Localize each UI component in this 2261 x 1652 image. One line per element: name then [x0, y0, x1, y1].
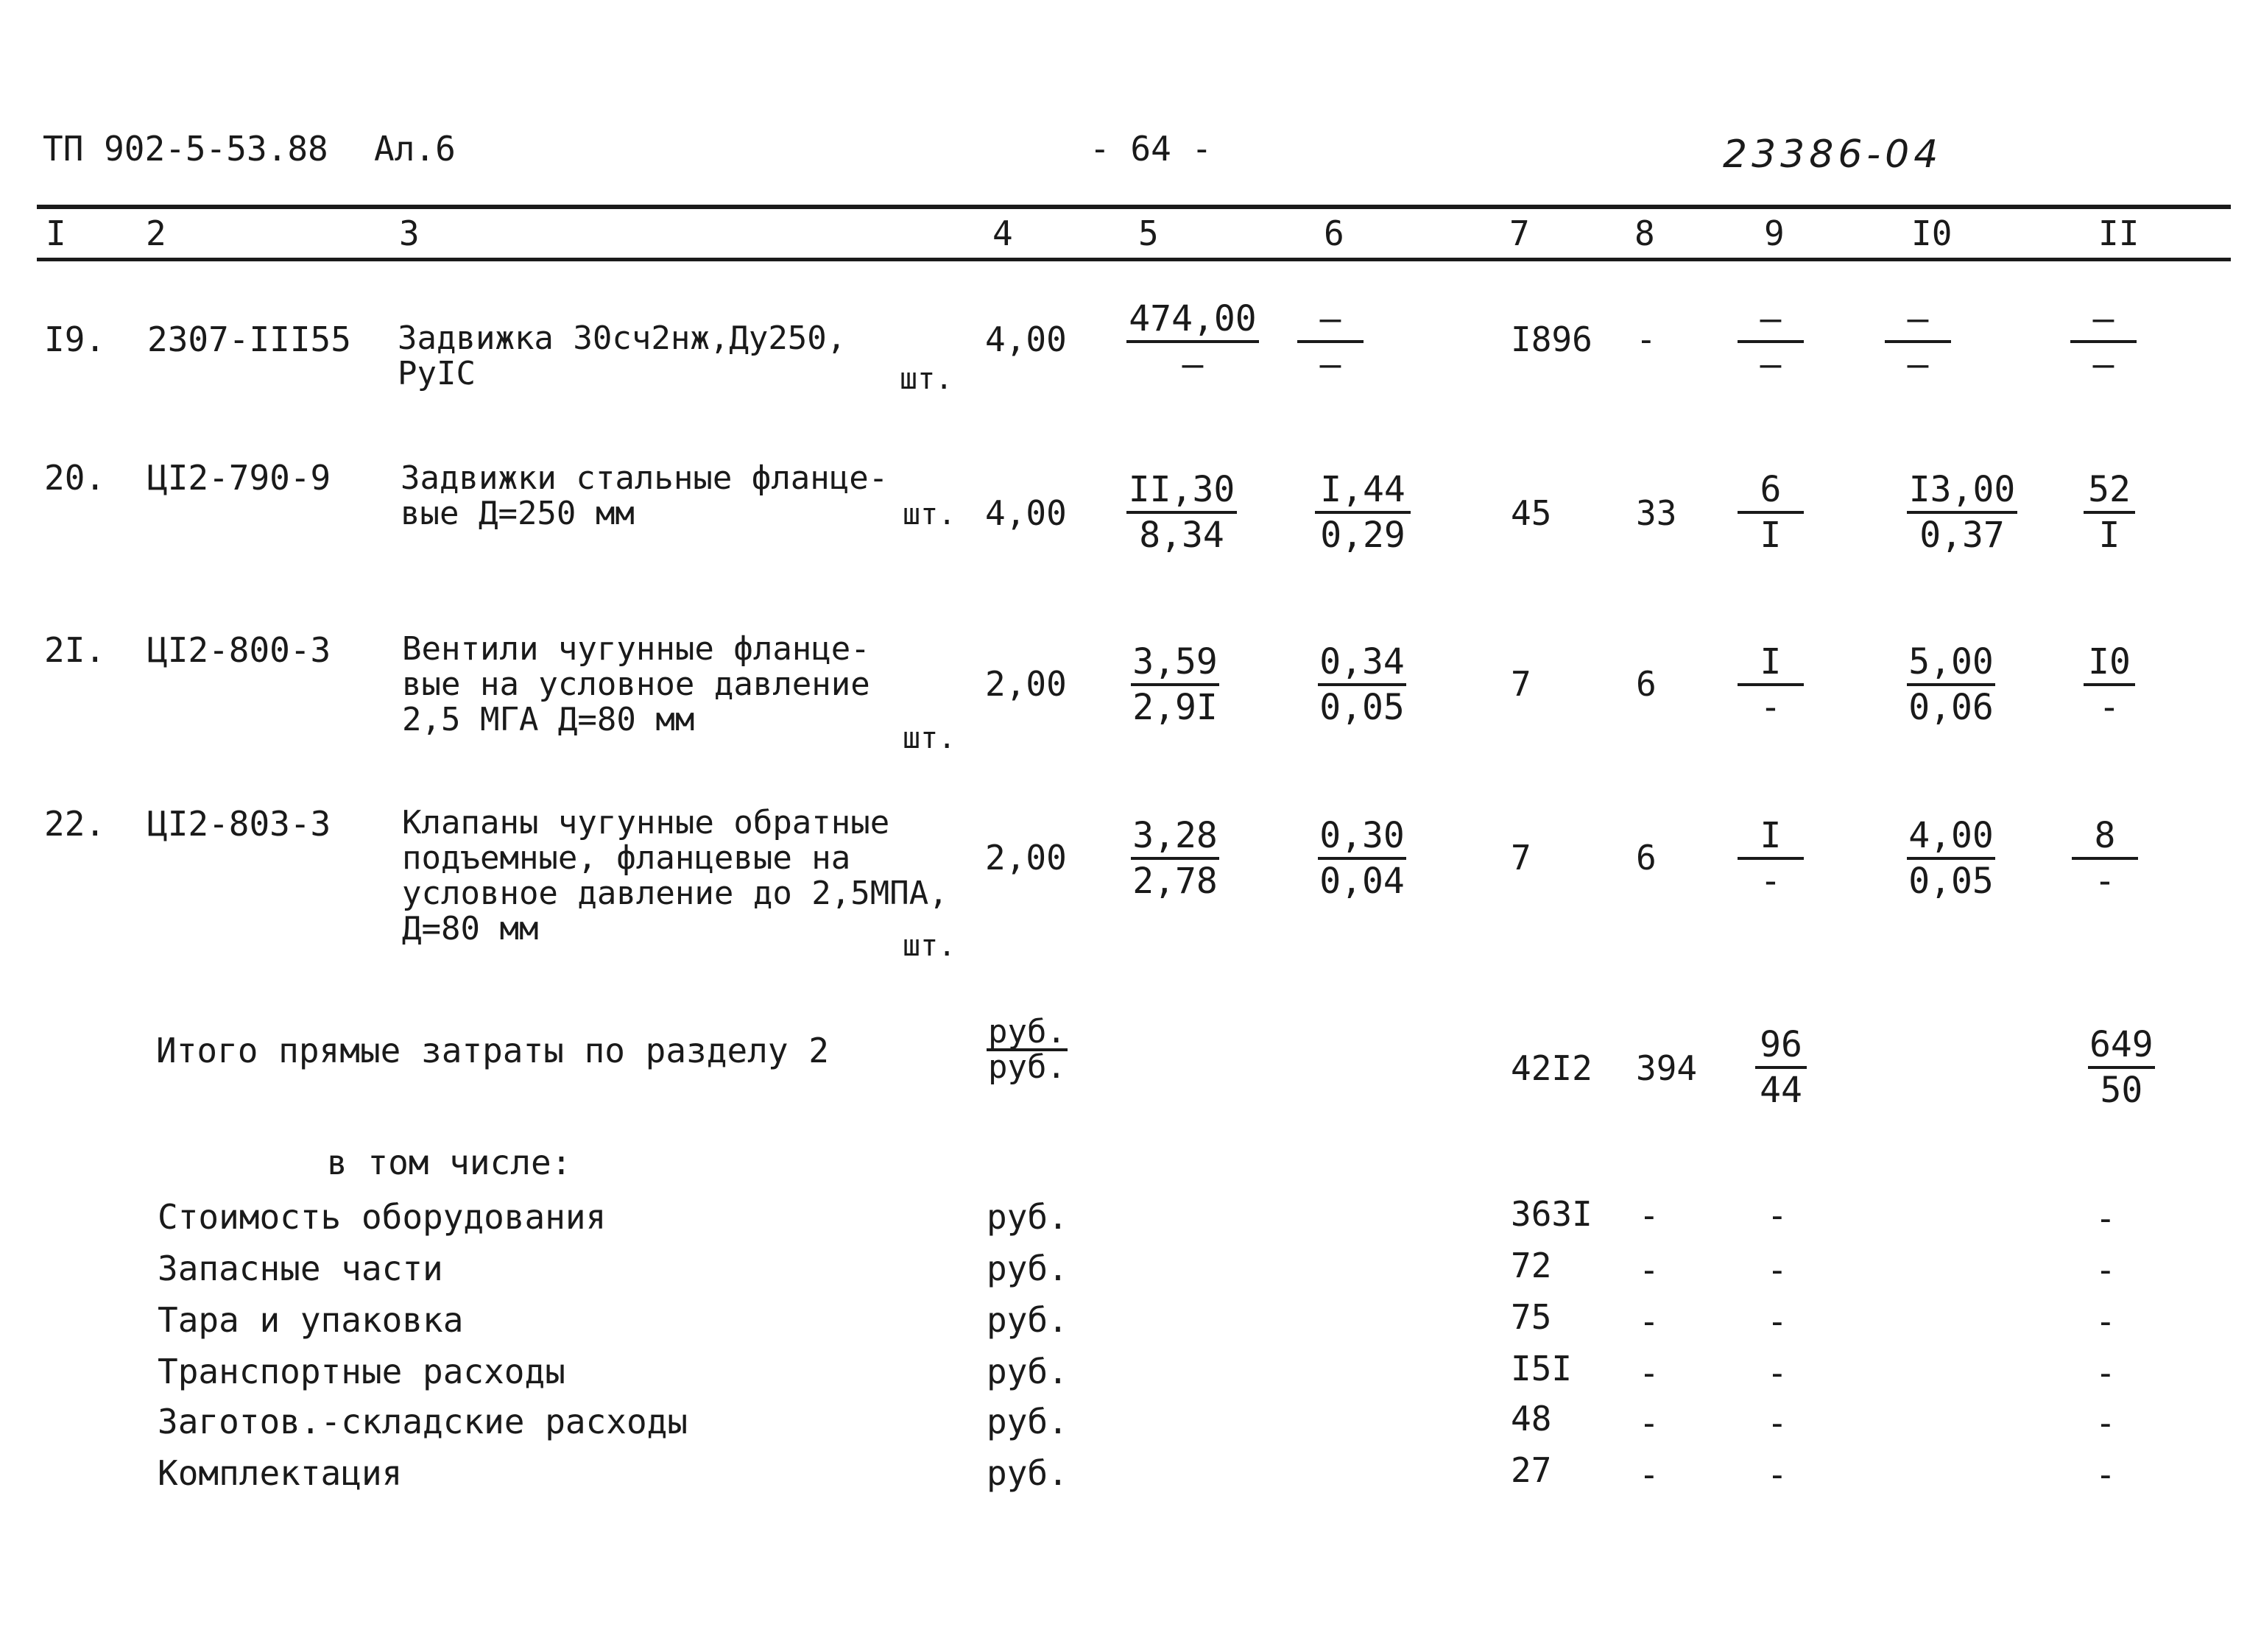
install-cost-fraction: $\frac{I,44}{0,29}$	[1315, 468, 1411, 557]
item-description: Задвижка 30сч2нж,Ду250, РуIС	[398, 320, 847, 392]
price-code: ЦI2-790-9	[147, 458, 331, 498]
install-total: 394	[1636, 1048, 1698, 1088]
total-mass-fraction: 8 -	[2072, 814, 2138, 903]
price-code: 2307-III55	[147, 320, 351, 359]
item-unit: шт.	[903, 929, 956, 963]
col-header-1: I	[46, 213, 66, 253]
install-cost-fraction: $\frac{0,34}{0,05}$	[1318, 640, 1406, 729]
quantity: 4,00	[985, 320, 1067, 359]
item-description: Клапаны чугунные обратные подъемные, фланцевые на условное давление до 2,5МПА, Д=80 мм	[402, 804, 948, 947]
col-header-8: 8	[1634, 213, 1655, 253]
row-number: 20.	[44, 458, 106, 498]
col-header-9: 9	[1764, 213, 1785, 253]
col-header-2: 2	[146, 213, 166, 253]
total-mass-fraction: – –	[2070, 297, 2137, 386]
wages-fraction: – –	[1738, 297, 1804, 386]
install-total: 33	[1636, 493, 1677, 533]
unit-cost-wages: –	[1182, 344, 1204, 385]
mass-fraction: $\frac{5,00}{0,06}$	[1907, 640, 1995, 729]
album-label: Ал.6	[374, 129, 456, 169]
total-label: Итого прямые затраты по разделу 2	[156, 1031, 829, 1070]
install-cost-fraction: $\frac{0,30}{0,04}$	[1318, 814, 1406, 903]
including-label: в том числе:	[327, 1143, 572, 1182]
install-total: 6	[1636, 664, 1657, 704]
total-cost: 7	[1511, 664, 1531, 704]
quantity: 2,00	[985, 838, 1067, 878]
item-description: Задвижки стальные фланце- вые Д=250 мм	[401, 459, 889, 532]
quantity: 4,00	[985, 493, 1067, 533]
total-mass-fraction: $\frac{52}{I}$	[2084, 468, 2135, 557]
header-top-rule	[37, 205, 2231, 209]
item-unit: шт.	[903, 498, 956, 532]
unit-cost-fraction: $\frac{II,30}{8,34}$	[1126, 468, 1237, 557]
install-cost-fraction: – –	[1297, 297, 1364, 386]
header-bottom-rule	[37, 258, 2231, 261]
total-mass-fraction: I0 -	[2084, 640, 2135, 729]
col-header-3: 3	[399, 213, 420, 253]
wages-fraction: I -	[1738, 814, 1804, 903]
total-cost: I896	[1511, 320, 1592, 359]
wages-fraction: $\frac{96}{44}$	[1755, 1023, 1807, 1112]
wages-fraction: I -	[1738, 640, 1804, 729]
unit-cost-total: 474,00	[1126, 297, 1259, 343]
install-total: -	[1636, 320, 1657, 359]
unit-cost-fraction	[1126, 297, 1259, 386]
unit-cost-fraction: $\frac{3,59}{2,9I}$	[1131, 640, 1219, 729]
mass-fraction: $\frac{4,00}{0,05}$	[1907, 814, 1995, 903]
row-number: 22.	[44, 804, 106, 844]
mass-fraction: – –	[1885, 297, 1951, 386]
price-code: ЦI2-803-3	[147, 804, 331, 844]
total-cost: 45	[1511, 493, 1552, 533]
wages-fraction: $\frac{6}{I}$	[1738, 468, 1804, 557]
document-code: ТП 902-5-53.88	[43, 129, 328, 169]
total-cost: 42I2	[1511, 1048, 1592, 1088]
col-header-5: 5	[1138, 213, 1159, 253]
item-description: Вентили чугунные фланце- вые на условное давление 2,5 МГА Д=80 мм	[402, 630, 870, 738]
col-header-4: 4	[992, 213, 1013, 253]
col-header-11: II	[2098, 213, 2140, 253]
total-unit-fraction: руб. руб.	[987, 1016, 1068, 1084]
unit-cost-fraction: $\frac{3,28}{2,78}$	[1131, 814, 1219, 903]
mass-fraction: $\frac{I3,00}{0,37}$	[1907, 468, 2017, 557]
col-header-6: 6	[1324, 213, 1344, 253]
price-code: ЦI2-800-3	[147, 630, 331, 670]
quantity: 2,00	[985, 664, 1067, 704]
total-mass-fraction: $\frac{649}{50}$	[2089, 1024, 2154, 1111]
stamp-number: 23386-04	[1723, 133, 1943, 177]
total-cost: 7	[1511, 838, 1531, 878]
row-number: 2I.	[44, 630, 106, 670]
item-unit: шт.	[900, 362, 953, 396]
col-header-7: 7	[1509, 213, 1530, 253]
item-unit: шт.	[903, 721, 956, 755]
col-header-10: I0	[1911, 213, 1953, 253]
install-total: 6	[1636, 838, 1657, 878]
page-number: - 64 -	[1090, 129, 1213, 169]
row-number: I9.	[44, 320, 106, 359]
